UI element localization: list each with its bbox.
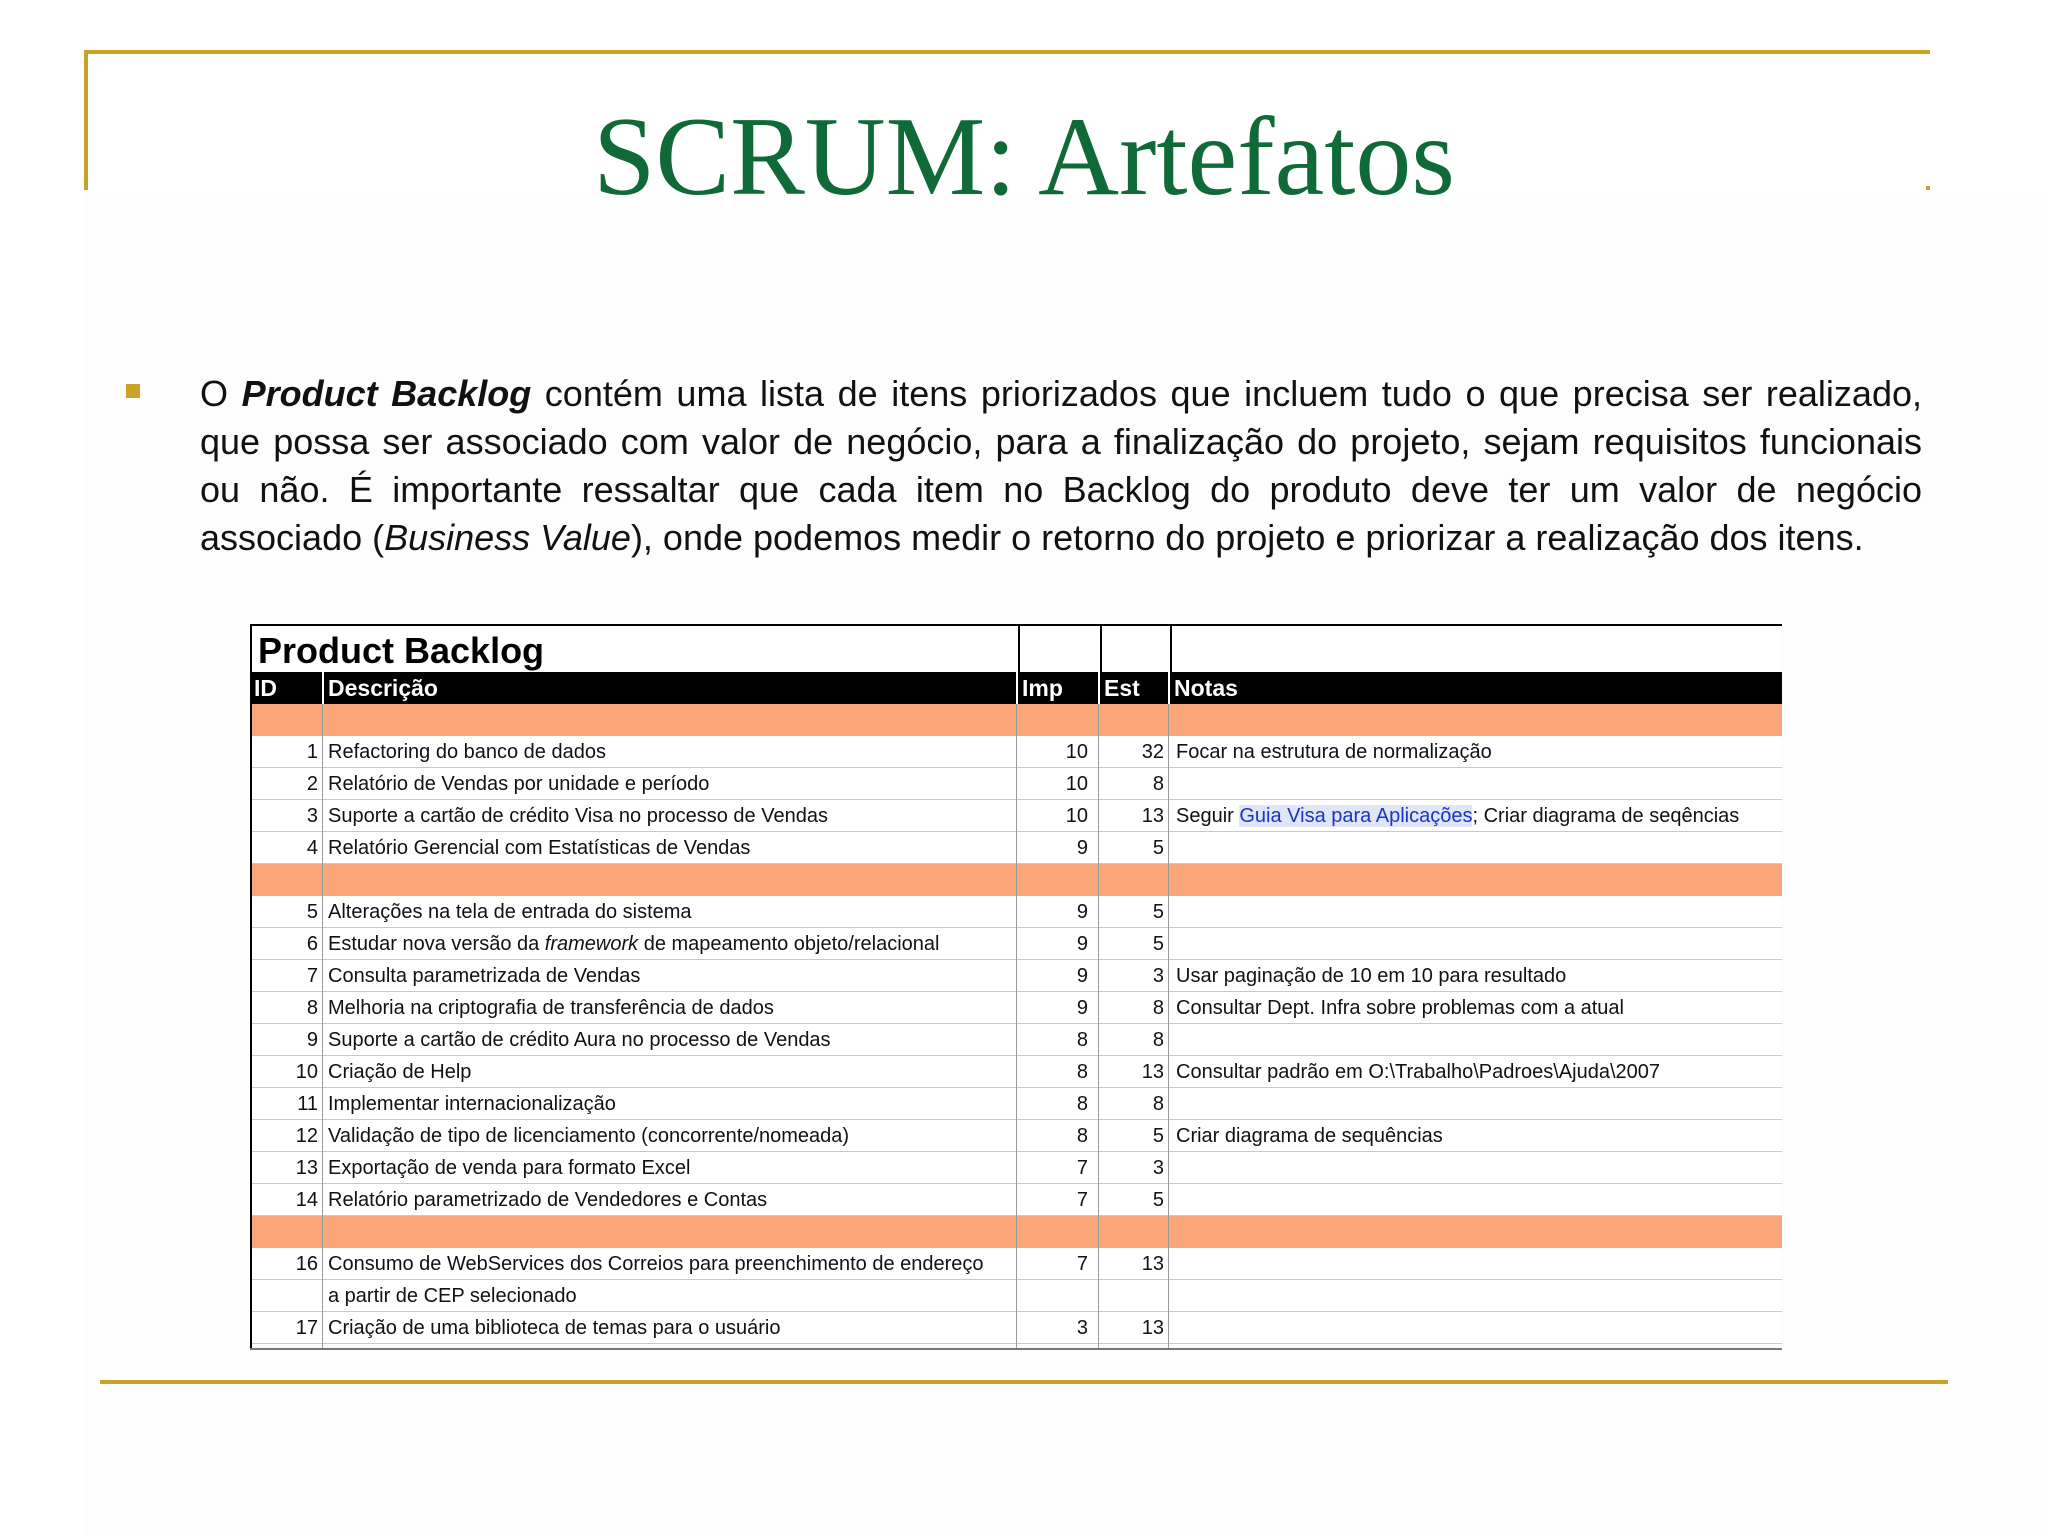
cell-notes: [1174, 768, 1782, 799]
description-text: Criação de uma biblioteca de temas para o usuário: [328, 1317, 781, 1339]
cell-description: [326, 736, 1014, 767]
importance-value: 8: [1076, 1061, 1088, 1083]
cell-id: [250, 992, 320, 1023]
estimate-value: 13: [1141, 1253, 1164, 1275]
cell-importance: [1020, 1024, 1092, 1055]
column-line: [1098, 704, 1099, 1350]
description-italic: framework: [544, 933, 639, 955]
id-value: 7: [306, 965, 318, 987]
cell-notes: [1174, 832, 1782, 863]
description-text: Validação de tipo de licenciamento (concorrente/nomeada): [328, 1125, 850, 1147]
paragraph-part-1: O: [200, 373, 242, 414]
paragraph-part-3: ), onde podemos medir o retorno do projeto e priorizar a realização dos itens.: [630, 517, 1864, 558]
title-row-divider: [1018, 626, 1020, 674]
cell-description: [326, 1312, 1014, 1343]
id-value: 17: [295, 1317, 318, 1339]
column-line: [1168, 704, 1169, 1350]
bullet-square-icon: [126, 384, 140, 398]
estimate-value: 5: [1152, 933, 1164, 955]
id-value: 6: [306, 933, 318, 955]
header-notes: Notas: [1174, 675, 1238, 701]
cell-notes: [1174, 1280, 1782, 1311]
importance-value: 8: [1076, 1125, 1088, 1147]
estimate-value: 5: [1152, 901, 1164, 923]
cell-notes: [1174, 960, 1782, 991]
id-value: 3: [306, 805, 318, 827]
importance-value: 9: [1076, 901, 1088, 923]
description-text: Alterações na tela de entrada do sistema: [328, 901, 692, 923]
estimate-value: 8: [1152, 773, 1164, 795]
importance-value: 10: [1065, 805, 1088, 827]
cell-estimate: [1102, 768, 1168, 799]
cell-description: [326, 1088, 1014, 1119]
description-text: Implementar internacionalização: [328, 1093, 616, 1115]
title-row-divider: [1170, 626, 1172, 674]
cell-id: [250, 928, 320, 959]
cell-notes: [1174, 1312, 1782, 1343]
product-backlog-spreadsheet: [250, 624, 1782, 1350]
cell-id: [250, 896, 320, 927]
importance-value: 7: [1076, 1189, 1088, 1211]
notes-text: Seguir: [1176, 805, 1240, 827]
description-text: de mapeamento objeto/relacional: [638, 933, 940, 955]
slide-title: SCRUM: Artefatos: [593, 95, 1455, 219]
cell-description: [326, 1120, 1014, 1151]
description-text: Melhoria na criptografia de transferência de dados: [328, 997, 774, 1019]
description-text: Exportação de venda para formato Excel: [328, 1157, 691, 1179]
cell-description: [326, 1280, 1014, 1311]
cell-estimate: [1102, 928, 1168, 959]
header-imp: Imp: [1022, 675, 1063, 701]
cell-importance: [1020, 992, 1092, 1023]
sheet-title-row: [250, 624, 1782, 672]
importance-value: 7: [1076, 1157, 1088, 1179]
paragraph-italic-term: Business Value: [384, 517, 631, 558]
importance-value: 9: [1076, 965, 1088, 987]
cell-notes: [1174, 736, 1782, 767]
estimate-value: 5: [1152, 1189, 1164, 1211]
cell-notes: [1174, 992, 1782, 1023]
cell-importance: [1020, 800, 1092, 831]
cell-id: [250, 1056, 320, 1087]
estimate-value: 3: [1152, 965, 1164, 987]
cell-id: [250, 1152, 320, 1183]
cell-estimate: [1102, 992, 1168, 1023]
cell-importance: [1020, 1088, 1092, 1119]
cell-notes: [1174, 1184, 1782, 1215]
id-value: 10: [295, 1061, 318, 1083]
cell-estimate: [1102, 1184, 1168, 1215]
cell-estimate: [1102, 1088, 1168, 1119]
cell-estimate: [1102, 1056, 1168, 1087]
cell-description: [326, 832, 1014, 863]
cell-description: [326, 1056, 1014, 1087]
cell-id: [250, 800, 320, 831]
cell-description: [326, 1184, 1014, 1215]
estimate-value: 13: [1141, 1061, 1164, 1083]
cell-estimate: [1102, 1120, 1168, 1151]
id-value: 4: [306, 837, 318, 859]
estimate-value: 13: [1141, 805, 1164, 827]
estimate-value: 8: [1152, 1093, 1164, 1115]
notes-text: Criar diagrama de sequências: [1176, 1125, 1443, 1147]
cell-id: [250, 1280, 320, 1311]
cell-importance: [1020, 960, 1092, 991]
cell-notes: [1174, 1088, 1782, 1119]
cell-estimate: [1102, 736, 1168, 767]
id-value: 14: [295, 1189, 318, 1211]
estimate-value: 8: [1152, 1029, 1164, 1051]
header-divider: [1098, 672, 1100, 704]
cell-id: [250, 768, 320, 799]
cell-description: [326, 768, 1014, 799]
table-bottom-border: [250, 1348, 1782, 1350]
id-value: 13: [295, 1157, 318, 1179]
body-paragraph: [200, 370, 1922, 562]
importance-value: 3: [1076, 1317, 1088, 1339]
cell-estimate: [1102, 800, 1168, 831]
notes-text: Consultar padrão em O:\Trabalho\Padroes\Ajuda\2007: [1176, 1061, 1660, 1083]
cell-description: [326, 992, 1014, 1023]
cell-importance: [1020, 1280, 1092, 1311]
id-value: 12: [295, 1125, 318, 1147]
description-text: Criação de Help: [328, 1061, 472, 1083]
column-line: [322, 704, 323, 1350]
header-row: [250, 672, 1782, 704]
description-text: Suporte a cartão de crédito Visa no processo de Vendas: [328, 805, 828, 827]
cell-id: [250, 960, 320, 991]
id-value: 8: [306, 997, 318, 1019]
description-text: a partir de CEP selecionado: [328, 1285, 577, 1307]
cell-id: [250, 1312, 320, 1343]
cell-description: [326, 1248, 1014, 1279]
estimate-value: 5: [1152, 837, 1164, 859]
cell-notes: [1174, 1024, 1782, 1055]
cell-notes: [1174, 1056, 1782, 1087]
table-left-border: [250, 672, 252, 1350]
notes-text: Consultar Dept. Infra sobre problemas com a atual: [1176, 997, 1624, 1019]
bottom-rule: [100, 1380, 1948, 1384]
cell-id: [250, 1184, 320, 1215]
cell-id: [250, 1088, 320, 1119]
cell-estimate: [1102, 1280, 1168, 1311]
cell-notes: [1174, 896, 1782, 927]
cell-id: [250, 1120, 320, 1151]
importance-value: 9: [1076, 997, 1088, 1019]
cell-description: [326, 1024, 1014, 1055]
cell-notes: [1174, 800, 1782, 831]
importance-value: 10: [1065, 741, 1088, 763]
description-text: Suporte a cartão de crédito Aura no processo de Vendas: [328, 1029, 831, 1051]
description-text: Consulta parametrizada de Vendas: [328, 965, 641, 987]
header-est: Est: [1104, 675, 1140, 701]
cell-importance: [1020, 832, 1092, 863]
estimate-value: 32: [1141, 741, 1164, 763]
cell-importance: [1020, 1056, 1092, 1087]
notes-text: Focar na estrutura de normalização: [1176, 741, 1492, 763]
paragraph-part-2: contém uma lista de itens priorizados que incluem tudo o que precisa ser realizado, que possa ser associado com valor de negócio, para a finalização do projeto, sejam requisitos funcionais ou não. É importante ressaltar que cada item no Backlog do produto deve ter um valor de negócio associado (: [200, 373, 1922, 558]
cell-importance: [1020, 928, 1092, 959]
id-value: 2: [306, 773, 318, 795]
cell-estimate: [1102, 896, 1168, 927]
description-text: Refactoring do banco de dados: [328, 741, 606, 763]
column-line: [1016, 704, 1017, 1350]
header-desc: Descrição: [328, 675, 438, 701]
cell-estimate: [1102, 1152, 1168, 1183]
id-value: 9: [306, 1029, 318, 1051]
id-value: 11: [297, 1093, 318, 1115]
cell-notes: [1174, 1120, 1782, 1151]
estimate-value: 8: [1152, 997, 1164, 1019]
importance-value: 9: [1076, 837, 1088, 859]
cell-description: [326, 800, 1014, 831]
header-id: ID: [254, 675, 277, 701]
importance-value: 9: [1076, 933, 1088, 955]
id-value: 5: [306, 901, 318, 923]
cell-id: [250, 1024, 320, 1055]
cell-id: [250, 736, 320, 767]
cell-estimate: [1102, 1248, 1168, 1279]
estimate-value: 5: [1152, 1125, 1164, 1147]
cell-id: [250, 832, 320, 863]
cell-importance: [1020, 736, 1092, 767]
description-text: Estudar nova versão da: [328, 933, 545, 955]
importance-value: 8: [1076, 1093, 1088, 1115]
description-text: Relatório de Vendas por unidade e período: [328, 773, 710, 795]
cell-description: [326, 928, 1014, 959]
cell-importance: [1020, 768, 1092, 799]
cell-importance: [1020, 1248, 1092, 1279]
cell-estimate: [1102, 1312, 1168, 1343]
cell-importance: [1020, 1120, 1092, 1151]
importance-value: 7: [1076, 1253, 1088, 1275]
id-value: 16: [295, 1253, 318, 1275]
importance-value: 8: [1076, 1029, 1088, 1051]
notes-link[interactable]: Guia Visa para Aplicações: [1239, 805, 1473, 827]
notes-text: ; Criar diagrama de seqências: [1472, 805, 1740, 827]
estimate-value: 3: [1152, 1157, 1164, 1179]
top-frame-rule: [84, 50, 1930, 54]
importance-value: 10: [1065, 773, 1088, 795]
notes-text: Usar paginação de 10 em 10 para resultado: [1176, 965, 1567, 987]
title-row-divider: [1100, 626, 1102, 674]
estimate-value: 13: [1141, 1317, 1164, 1339]
cell-notes: [1174, 1248, 1782, 1279]
header-divider: [1016, 672, 1018, 704]
cell-id: [250, 1248, 320, 1279]
description-text: Consumo de WebServices dos Correios para preenchimento de endereço: [328, 1253, 984, 1275]
header-divider: [1168, 672, 1170, 704]
cell-description: [326, 1152, 1014, 1183]
cell-importance: [1020, 1184, 1092, 1215]
id-value: 1: [306, 741, 318, 763]
cell-importance: [1020, 1152, 1092, 1183]
cell-notes: [1174, 928, 1782, 959]
description-text: Relatório Gerencial com Estatísticas de Vendas: [328, 837, 751, 859]
cell-estimate: [1102, 1024, 1168, 1055]
cell-description: [326, 960, 1014, 991]
cell-importance: [1020, 896, 1092, 927]
header-divider: [322, 672, 324, 704]
cell-estimate: [1102, 832, 1168, 863]
cell-importance: [1020, 1312, 1092, 1343]
description-text: Relatório parametrizado de Vendedores e Contas: [328, 1189, 768, 1211]
paragraph-bold-term: Product Backlog: [241, 373, 532, 414]
cell-notes: [1174, 1152, 1782, 1183]
cell-description: [326, 896, 1014, 927]
sheet-title: Product Backlog: [258, 630, 545, 671]
cell-estimate: [1102, 960, 1168, 991]
